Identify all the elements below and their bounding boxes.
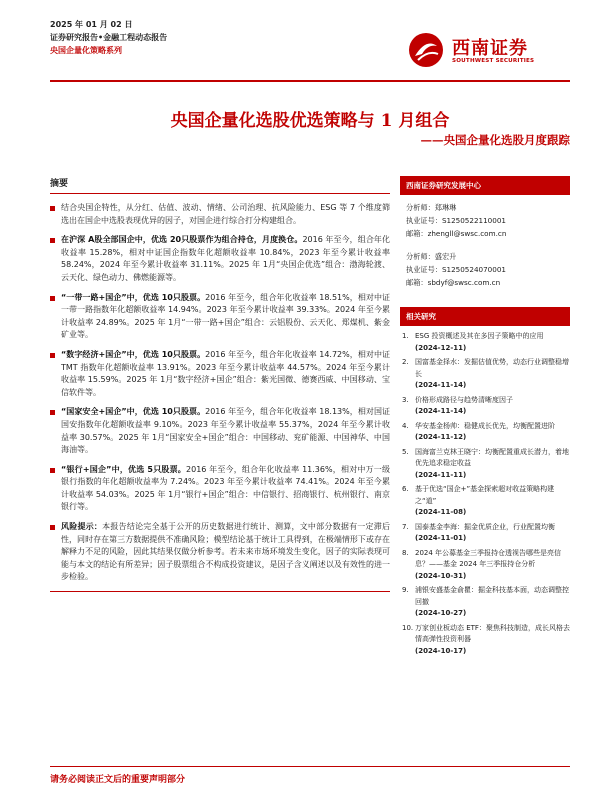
- logo-name-cn: 西南证券: [452, 38, 528, 59]
- bullet-square-icon: [50, 525, 55, 530]
- analyst-email-label: 邮箱：: [406, 278, 428, 287]
- related-item[interactable]: [402, 421, 570, 444]
- analyst-license: S1250524070001: [441, 265, 506, 274]
- related-item-date: (2024-11-12): [415, 433, 467, 441]
- analyst-email-row: [406, 227, 566, 240]
- logo-mark-icon: [408, 32, 444, 68]
- paragraph-text: 2016 年至今，组合年化收益率 15.28%，相对中证国企指数年化超额收益率 10.84%，2023 年至今累计收益率 58.24%，2024 年至今累计收益率 31.11%。2025 年 1月“央国企优选”组合：渤海轮渡、云天化、绿色动力、佛燃能源等。: [61, 235, 390, 282]
- related-item-number: 4.: [402, 421, 409, 430]
- analyst-name-label: 分析师：: [406, 252, 435, 261]
- analyst-name-row: [406, 201, 566, 214]
- related-item-date: (2024-10-17): [415, 646, 467, 655]
- sidebar: [400, 176, 570, 660]
- analysts-list: [400, 195, 570, 293]
- abstract-section: [50, 176, 390, 592]
- analyst-email[interactable]: sbdyf@swsc.com.cn: [427, 278, 501, 287]
- related-item-number: 1.: [402, 332, 409, 340]
- related-item-date: (2024-10-31): [415, 571, 467, 580]
- related-item[interactable]: [402, 447, 570, 482]
- related-item[interactable]: [402, 395, 570, 418]
- related-research: [400, 307, 570, 657]
- related-item-date: (2024-11-11): [415, 470, 467, 479]
- related-item-title: 万家创业板动态 ETF：聚焦科技制造，成长风格去情高弹性投资利器: [415, 623, 570, 643]
- analyst-license-label: 执业证号：: [406, 216, 442, 225]
- related-item-number: 6.: [402, 485, 409, 493]
- related-item-title: 基于优选“国企+”基金探索超对收益策略构建之“道”: [415, 485, 555, 505]
- related-item-title: 2024 年公募基金三季报持仓透视告哪些是亮信息？——基金 2024 年三季报持仓分析: [415, 548, 562, 568]
- report-type: 证券研究报告•金融工程动态报告: [50, 33, 168, 42]
- related-item[interactable]: [402, 522, 570, 545]
- logo-name-en: SOUTHWEST SECURITIES: [452, 58, 535, 64]
- abstract-paragraph: [50, 349, 390, 399]
- abstract-paragraph: [50, 234, 390, 284]
- paragraph-text: 2016 年至今，组合年化收益率 14.72%，相对中证 TMT 指数年化超额收益率 13.91%。2023 年至今累计收益率 44.57%。2024 年至今累计收益率 15.59%。2025 年 1月“数字经济+国企”组合：紫光国微、德赛西威、中国移动、宝信软件等。: [61, 349, 390, 397]
- paragraph-lead: “国家安全+国企”中，优选 10只股票。: [61, 407, 206, 417]
- paragraph-lead: “数字经济+国企”中，优选 10只股票。: [61, 349, 206, 359]
- related-item-date: (2024-10-27): [415, 609, 467, 617]
- analyst-license-label: 执业证号：: [406, 265, 442, 274]
- related-item-title: ESG 投资概述及其在多因子策略中的应用: [415, 332, 544, 340]
- bullet-square-icon: [50, 206, 55, 211]
- related-item[interactable]: [402, 484, 570, 519]
- paragraph-text: 结合央国企特性，从分红、估值、波动、情绪、公司治理、抗风险能力、ESG 等 7 个维度筛选出在国企中选股表现优异的因子，对国企进行综合打分构建组合。: [61, 203, 390, 225]
- report-series: 央国企量化策略系列: [50, 46, 122, 55]
- analysts-heading: 西南证券研究发展中心: [400, 176, 570, 195]
- page-title: 央国企量化选股优选策略与 1 月组合: [170, 111, 450, 131]
- related-item-number: 10.: [402, 623, 414, 632]
- related-item-number: 8.: [402, 548, 409, 557]
- analyst-name-label: 分析师：: [406, 203, 435, 212]
- paragraph-text: 2016 年至今，组合年化收益率 18.51%，相对中证一带一路指数年化超额收益率 14.94%。2023 年至今累计收益率 39.33%。2024 年至今累计收益率 24.89%。2025 年 1月“一带一路+国企”组合：云铝股份、云天化、郑煤机、紫金矿业等。: [61, 292, 390, 340]
- related-item-date: (2024-11-08): [415, 508, 467, 516]
- report-date: 2025 年 01 月 02 日: [50, 20, 133, 29]
- abstract-divider: [50, 591, 390, 592]
- header-divider: [50, 80, 570, 82]
- paragraph-lead: “银行+国企”中，优选 5只股票。: [61, 464, 187, 474]
- page-subtitle: ——央国企量化选股月度跟踪: [420, 133, 570, 147]
- related-item[interactable]: [402, 623, 570, 658]
- footer-disclaimer: 请务必阅读正文后的重要声明部分: [50, 775, 186, 785]
- related-item-date: (2024-12-11): [415, 343, 467, 352]
- related-item-number: 9.: [402, 586, 409, 594]
- bullet-square-icon: [50, 353, 55, 358]
- related-item-title: 华安基金杨帅：稳健成长优先，均衡配置进阶: [415, 421, 555, 430]
- related-item-date: (2024-11-14): [415, 381, 467, 389]
- related-item-date: (2024-11-01): [415, 534, 467, 542]
- related-item-title: 价格形成路径与趋势清晰度因子: [415, 395, 513, 404]
- paragraph-lead: “一带一路+国企”中，优选 10只股票。: [61, 292, 206, 302]
- footer-divider: [50, 766, 570, 767]
- related-item-title: 国海富兰克林王晓宁：均衡配置重成长潜力，着地优先追求稳定收益: [415, 447, 569, 467]
- related-item-number: 2.: [402, 358, 409, 366]
- analyst-email-row: [406, 276, 566, 289]
- paragraph-text: 本报告结论完全基于公开的历史数据进行统计、测算，文中部分数据有一定滞后性，同时存在第三方数据提供不准确风险；模型结论基于统计工具得到，在极端情形下或存在解释力不足的风险，因此其结果仅做分析参考。若未来市场环境发生变化，因子的实际表现可能与本文的结论有所差异；因子股票组合不构成投资建议，是因子含义阐述以及有效性的进一步检验。: [61, 522, 390, 582]
- related-heading: 相关研究: [400, 307, 570, 326]
- abstract-paragraph: [50, 406, 390, 456]
- abstract-paragraph: [50, 292, 390, 342]
- analyst-license-row: [406, 214, 566, 227]
- analyst-name: 盛宏升: [434, 252, 457, 261]
- analyst-license-row: [406, 263, 566, 276]
- related-item-number: 3.: [402, 395, 409, 404]
- related-item-date: (2024-11-14): [415, 407, 467, 415]
- related-item-title: 浦银安盛基金俞瞿：掘金科技基本面，动态调整控回撤: [415, 586, 569, 606]
- bullet-square-icon: [50, 468, 55, 473]
- related-item-title: 国泰基金李海：掘金优质企业，行业配置均衡: [415, 522, 555, 531]
- related-item[interactable]: [402, 585, 570, 620]
- related-item-number: 7.: [402, 522, 409, 531]
- related-item[interactable]: [402, 548, 570, 583]
- bullet-square-icon: [50, 410, 55, 415]
- abstract-body: [50, 202, 390, 584]
- related-item[interactable]: [402, 331, 570, 354]
- bullet-square-icon: [50, 238, 55, 243]
- related-item-title: 国富基金择水：发掘估值优势，动态行业调整稳增长: [415, 358, 569, 378]
- report-header: [50, 18, 167, 57]
- analyst-name-row: [406, 250, 566, 263]
- related-item[interactable]: [402, 357, 570, 392]
- bullet-square-icon: [50, 296, 55, 301]
- related-item-number: 5.: [402, 447, 409, 456]
- company-logo: [408, 30, 568, 74]
- abstract-paragraph: [50, 464, 390, 514]
- abstract-paragraph: [50, 202, 390, 227]
- related-list: [400, 326, 570, 657]
- analyst-license: S1250522110001: [441, 216, 506, 225]
- paragraph-lead: 风险提示：: [61, 522, 103, 532]
- analyst-name: 郑琳琳: [434, 203, 457, 212]
- paragraph-lead: 在沪深 A股全部国企中，优选 20只股票作为组合持仓，月度换仓。: [61, 235, 303, 245]
- analyst-email[interactable]: zhengll@swsc.com.cn: [427, 229, 507, 238]
- analyst-email-label: 邮箱：: [406, 229, 428, 238]
- paragraph-text: 2016 年至今，组合年化收益率 18.13%，相对国证国安指数年化超额收益率 9.10%。2023 年至今累计收益率 55.37%，2024 年至今累计收益率 30.57%。2025 年 1月“国家安全+国企”组合：中国移动、兖矿能源、中国神华、中国海油等。: [61, 407, 390, 455]
- abstract-paragraph: [50, 521, 390, 584]
- analyst-spacer: [406, 240, 566, 250]
- abstract-heading: 摘要: [50, 176, 390, 194]
- paragraph-text: 2016 年至今，组合年化收益率 11.36%，相对中万一级银行指数的年化超额收益率为 7.24%。2023 年至今累计收益率 74.41%。2024 年至今累计收益率 54.03%。2025 年 1月“银行+国企”组合：中信银行、招商银行、杭州银行、南京银行等。: [61, 464, 391, 512]
